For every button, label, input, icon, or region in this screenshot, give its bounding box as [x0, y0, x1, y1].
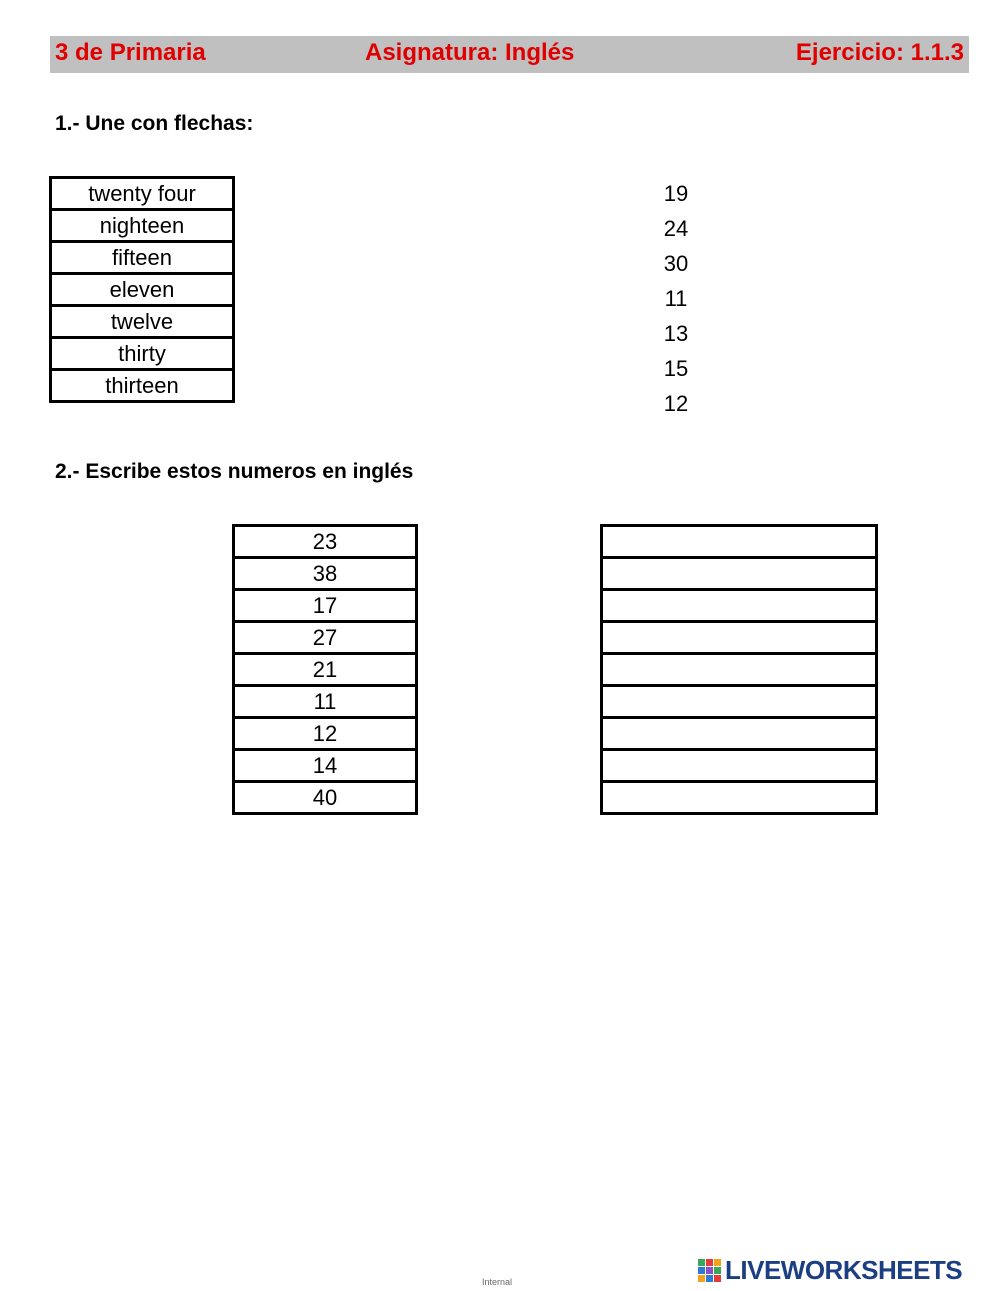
answer-input[interactable]: [602, 686, 877, 718]
word-cell[interactable]: thirteen: [51, 370, 234, 402]
word-cell[interactable]: twenty four: [51, 178, 234, 210]
question-2-title: 2.- Escribe estos numeros en inglés: [55, 460, 414, 483]
match-numbers-list: [640, 176, 712, 421]
number-cell: 23: [234, 526, 417, 558]
number-cell: 38: [234, 558, 417, 590]
answer-input[interactable]: [602, 782, 877, 814]
number-cell: 27: [234, 622, 417, 654]
match-number[interactable]: 12: [663, 391, 689, 416]
number-cell: 11: [234, 686, 417, 718]
answer-input[interactable]: [602, 654, 877, 686]
liveworksheets-logo-text: LIVEWORKSHEETS: [725, 1255, 963, 1285]
answer-input[interactable]: [602, 558, 877, 590]
word-cell[interactable]: fifteen: [51, 242, 234, 274]
question-1-title: 1.- Une con flechas:: [55, 112, 254, 135]
number-cell: 17: [234, 590, 417, 622]
subject-label: Asignatura: Inglés: [365, 39, 575, 66]
word-cell[interactable]: thirty: [51, 338, 234, 370]
liveworksheets-blocks-icon: [698, 1259, 722, 1281]
words-table: [49, 176, 235, 403]
grade-label: 3 de Primaria: [55, 39, 206, 66]
match-number[interactable]: 19: [663, 181, 689, 206]
match-number[interactable]: 24: [663, 216, 689, 241]
answer-input[interactable]: [602, 622, 877, 654]
number-cell: 12: [234, 718, 417, 750]
match-number[interactable]: 11: [664, 286, 688, 311]
match-number[interactable]: 15: [663, 356, 689, 381]
numbers-table: [232, 524, 418, 815]
number-cell: 14: [234, 750, 417, 782]
answers-table: [600, 524, 878, 815]
number-cell: 40: [234, 782, 417, 814]
internal-label: Internal: [482, 1277, 513, 1287]
word-cell[interactable]: twelve: [51, 306, 234, 338]
word-cell[interactable]: nighteen: [51, 210, 234, 242]
answer-input[interactable]: [602, 750, 877, 782]
answer-input[interactable]: [602, 718, 877, 750]
word-cell[interactable]: eleven: [51, 274, 234, 306]
worksheet-header: [50, 36, 969, 73]
answer-input[interactable]: [602, 590, 877, 622]
answer-input[interactable]: [602, 526, 877, 558]
match-number[interactable]: 30: [663, 251, 689, 276]
match-number[interactable]: 13: [663, 321, 689, 346]
exercise-label: Ejercicio: 1.1.3: [795, 39, 964, 66]
number-cell: 21: [234, 654, 417, 686]
